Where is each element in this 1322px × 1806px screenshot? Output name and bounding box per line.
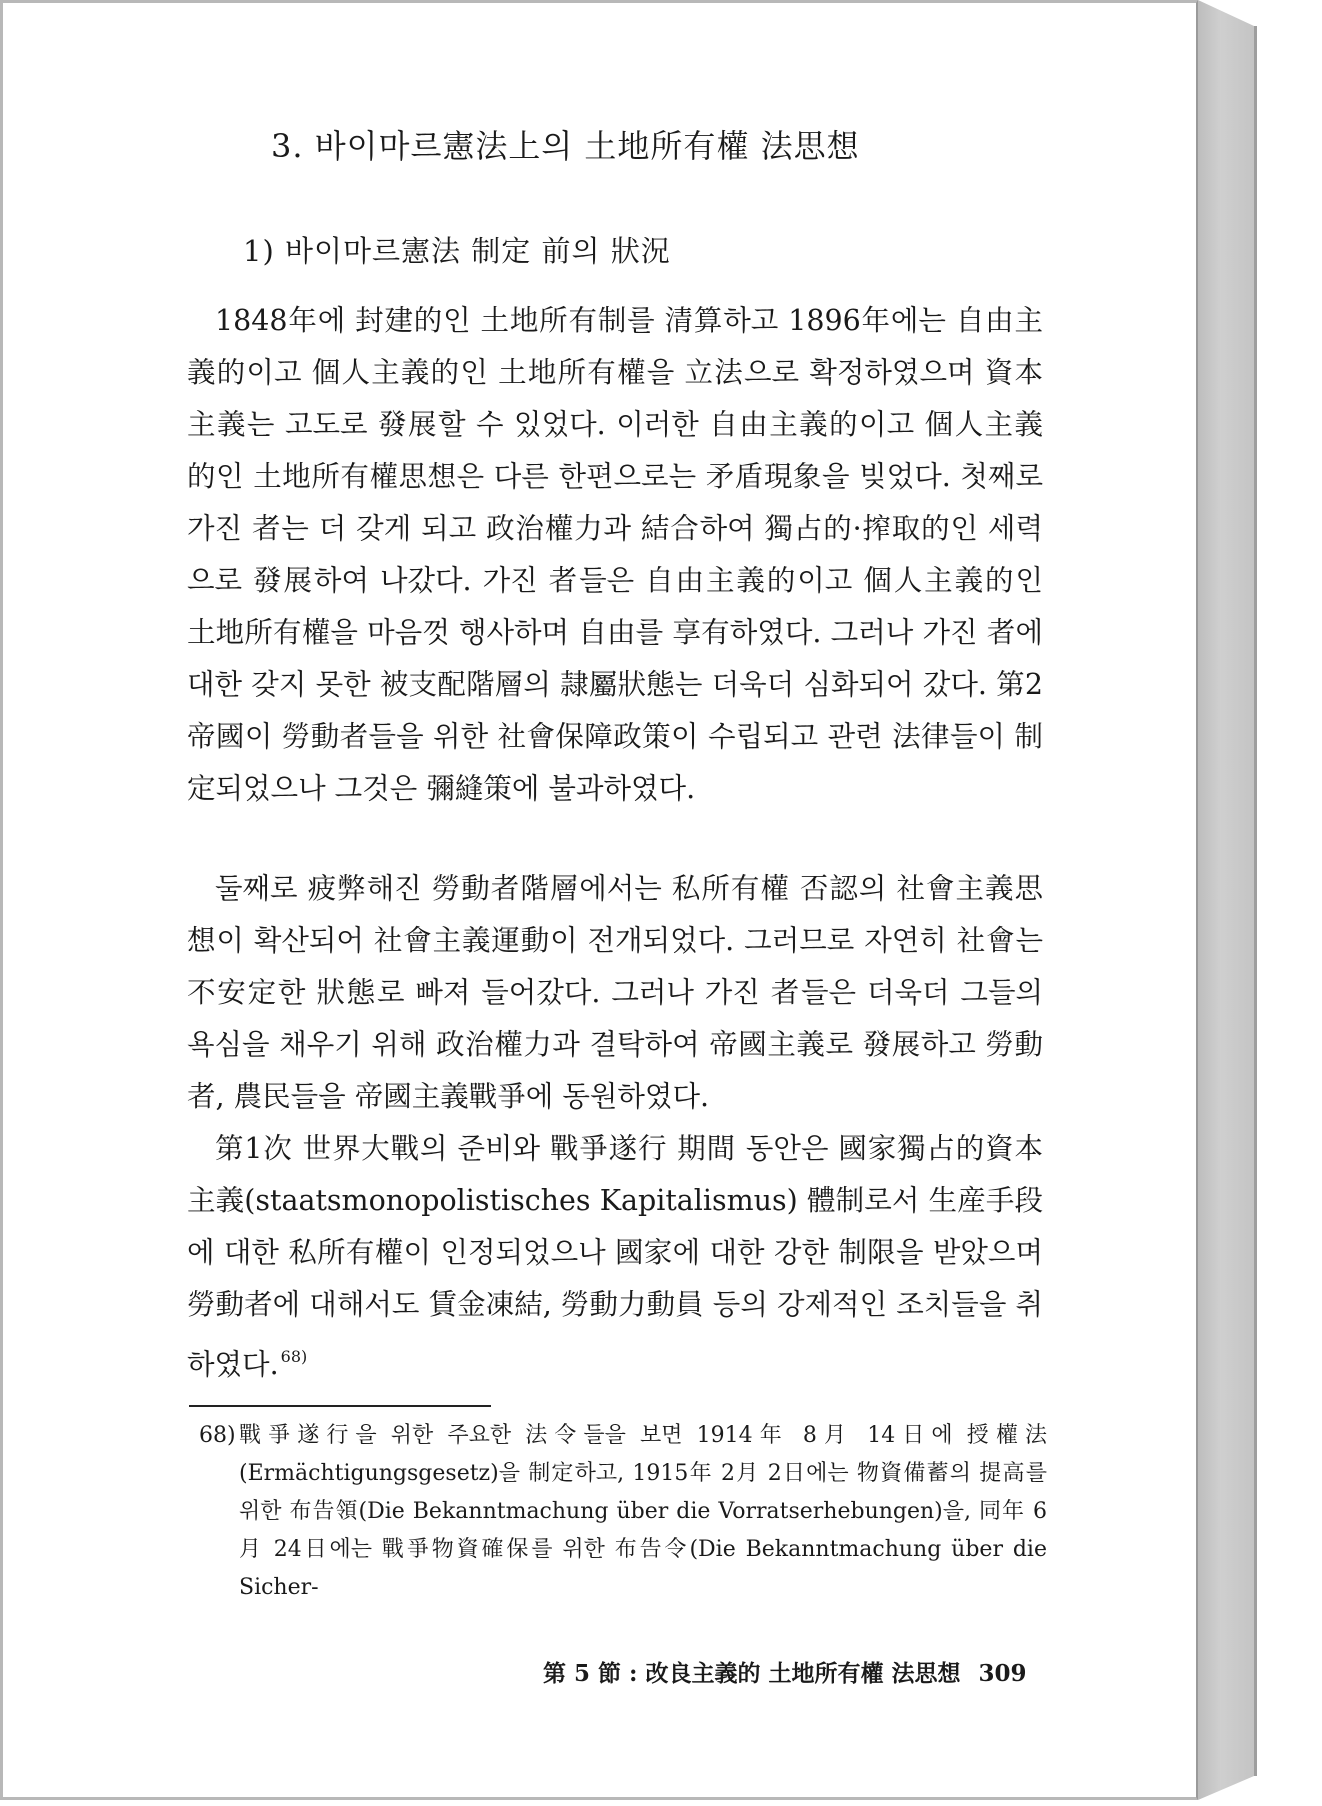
section-heading: 3. 바이마르憲法上의 土地所有權 法思想 [271, 127, 860, 165]
footnote-number: 68) [199, 1423, 236, 1448]
paragraph [187, 863, 1043, 1123]
footnote-divider [189, 1405, 491, 1407]
running-footer [543, 1655, 1027, 1688]
subsection-heading: 1) 바이마르憲法 制定 前의 狀況 [243, 234, 671, 268]
paragraph [187, 1123, 1043, 1391]
paragraph [187, 295, 1043, 815]
footnote-reference[interactable]: 68) [280, 1347, 308, 1366]
paragraph-text: 第1次 世界大戰의 준비와 戰爭遂行 期間 동안은 國家獨占的資本主義(staatsmonopolistisches Kapitalismus) 體制로서 生産手段에 대한 私所有權이 인정되었으나 國家에 대한 강한 制限을 받았으며 勞動者에 대해서도 賃金凍結, 勞動力動員 등의 강제적인 조치들을 취하였다. [187, 1132, 1043, 1381]
running-footer-title: 第 5 節 : 改良主義的 土地所有權 法思想 [543, 1660, 961, 1687]
footnote [199, 1417, 1047, 1607]
paragraph-text: 1848年에 封建的인 土地所有制를 清算하고 1896年에는 自由主義的이고 個人主義的인 土地所有權을 立法으로 확정하였으며 資本主義는 고도로 發展할 수 있었다. 이러한 自由主義的이고 個人主義的인 土地所有權思想은 다른 한편으로는 矛盾現象을 빚었다. 첫째로 가진 者는 더 갖게 되고 政治權力과 結合하여 獨占的·搾取的인 세력으로 發展하여 나갔다. 가진 者들은 自由主義的이고 個人主義的인 土地所有權을 마음껏 행사하며 自由를 享有하였다. 그러나 가진 者에 대한 갖지 못한 被支配階層의 隷屬狀態는 더욱더 심화되어 갔다. 第2帝國이 勞動者들을 위한 社會保障政策이 수립되고 관련 法律들이 制定되었으나 그것은 彌縫策에 불과하였다. [187, 304, 1043, 805]
book-spine [1198, 0, 1254, 1800]
paragraph-text: 둘째로 疲弊해진 勞動者階層에서는 私所有權 否認의 社會主義思想이 확산되어 社會主義運動이 전개되었다. 그러므로 자연히 社會는 不安定한 狀態로 빠져 들어갔다. 그러나 가진 者들은 더욱더 그들의 욕심을 채우기 위해 政治權力과 결탁하여 帝國主義로 發展하고 勞動者, 農民들을 帝國主義戰爭에 동원하였다. [187, 872, 1043, 1113]
book-spine-edge [1254, 26, 1257, 1776]
page-number: 309 [978, 1660, 1027, 1687]
footnote-text: 戰爭遂行을 위한 주요한 法令들을 보면 1914年 8月 14日에 授權法(Ermächtigungsgesetz)을 制定하고, 1915年 2月 2日에는 物資備蓄의 提高를 위한 布告領(Die Bekanntmachung über die Vorratserhebungen)을, 同年 6月 24日에는 戰爭物資確保를 위한 布告令(Die Bekanntmachung über die Sicher- [239, 1423, 1047, 1600]
